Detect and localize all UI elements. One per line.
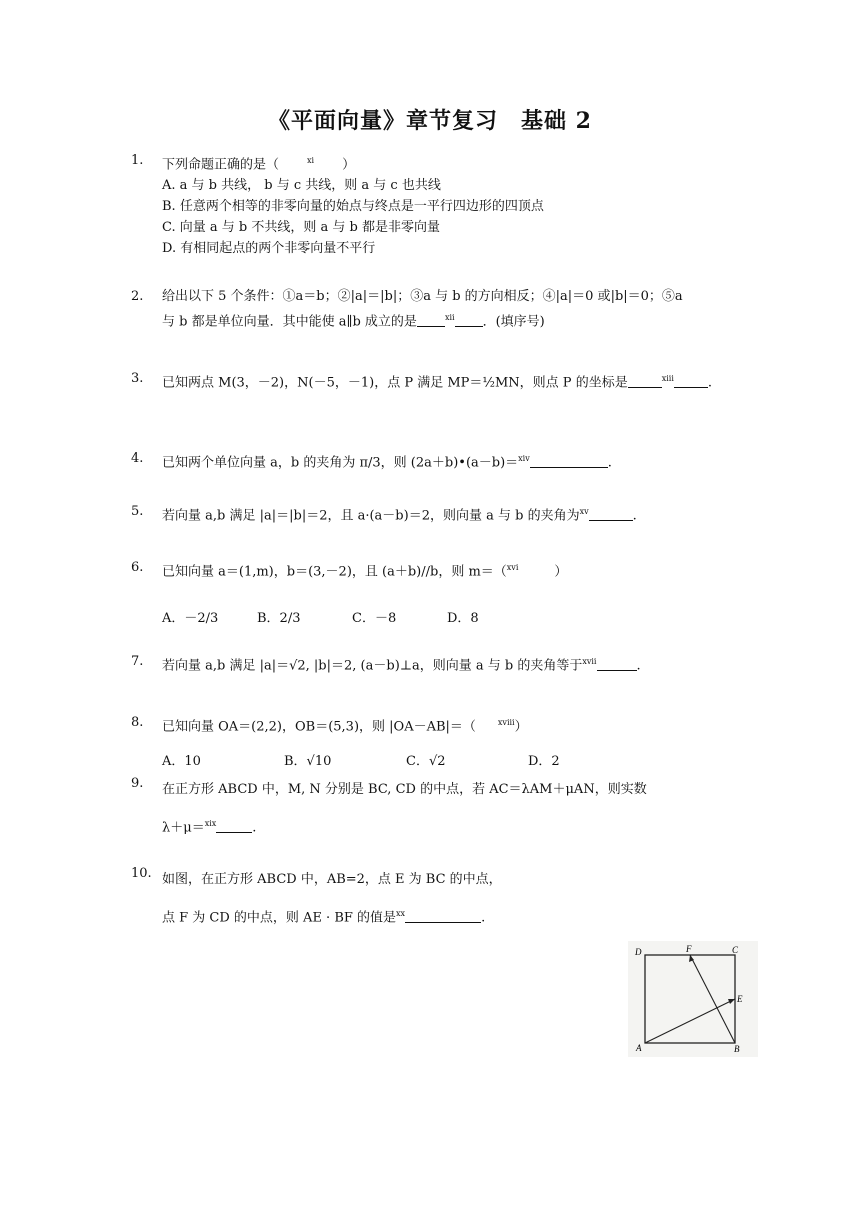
square-abcd [645, 955, 735, 1043]
endnote-mark: xviii [497, 718, 515, 727]
question-line: 在正方形 ABCD 中，M, N 分别是 BC, CD 的中点，若 AC＝λAM＋μAN，则实数 [162, 782, 647, 797]
question-10 [131, 863, 771, 935]
choice-d: D．2 [528, 754, 560, 770]
option-b: B. 任意两个相等的非零向量的始点与终点是一平行四边形的四顶点 [162, 199, 544, 215]
endnote-mark: xvi [506, 563, 519, 572]
endnote-mark: xvii [582, 657, 597, 666]
question-line: λ＋μ＝ [162, 820, 205, 836]
label-e: E [737, 994, 743, 1004]
question-text: 若向量 a,b 满足 |a|＝|b|＝2，且 a·(a－b)＝2，则向量 a 与 b 的夹角为 [162, 508, 580, 524]
question-number: 9. [131, 776, 144, 791]
label-b: B [734, 1044, 740, 1054]
question-stem-end: ） [342, 157, 356, 173]
question-3 [131, 368, 771, 393]
square-diagram [628, 941, 758, 1057]
endnote-mark: xi [307, 156, 315, 165]
question-text-end: . [636, 658, 641, 674]
endnote-mark: xii [444, 313, 455, 322]
label-c: C [732, 945, 739, 955]
endnote-mark: xiv [518, 454, 530, 463]
question-8 [131, 712, 771, 772]
question-line: 如图，在正方形 ABCD 中，AB=2，点 E 为 BC 的中点， [162, 872, 502, 887]
vector-ae [645, 999, 735, 1043]
endnote-mark: xx [396, 909, 406, 918]
label-d: D [635, 947, 642, 957]
choice-a: A．10 [162, 754, 201, 770]
label-a: A [636, 1043, 642, 1053]
page-title: 《平面向量》章节复习 基础 2 [268, 108, 592, 134]
question-text: 若向量 a,b 满足 |a|＝√2, |b|＝2, (a－b)⊥a，则向量 a 与 b 的夹角等于 [162, 658, 583, 674]
question-text: 已知两个单位向量 a，b 的夹角为 π/3，则 (2a＋b)•(a－b)＝ [162, 455, 519, 471]
question-7 [131, 651, 771, 676]
endnote-mark: xv [579, 507, 589, 516]
question-number: 10. [131, 866, 152, 881]
question-text-end: ） [554, 564, 568, 580]
question-2 [131, 286, 771, 332]
question-9 [131, 773, 771, 845]
question-number: 2. [131, 289, 144, 304]
question-6 [131, 557, 771, 629]
question-text-end: . [632, 508, 637, 524]
option-d: D. 有相同起点的两个非零向量不平行 [162, 241, 376, 257]
question-line-end: ．(填序号) [482, 314, 545, 330]
endnote-mark: xiii [661, 374, 674, 383]
choice-c: C．－8 [352, 611, 397, 627]
question-line-end: . [481, 910, 486, 926]
question-text: 已知两点 M(3，－2)，N(－5，－1)，点 P 满足 MP＝½MN，则点 P 的坐标是 [162, 375, 628, 391]
question-line-end: . [252, 820, 257, 836]
question-text-end: . [607, 455, 612, 471]
choice-b: B．2/3 [257, 611, 301, 627]
question-line: 点 F 为 CD 的中点，则 AE · BF 的值是 [162, 910, 397, 926]
question-number: 8. [131, 715, 144, 730]
question-number: 5. [131, 504, 144, 519]
question-text: 已知向量 a＝(1,m)，b＝(3,－2)，且 (a＋b)//b，则 m＝（ [162, 564, 507, 580]
option-a: A. a 与 b 共线， b 与 c 共线，则 a 与 c 也共线 [162, 178, 441, 194]
option-c: C. 向量 a 与 b 不共线，则 a 与 b 都是非零向量 [162, 220, 440, 236]
choice-d: D．8 [447, 611, 479, 627]
choice-b: B．√10 [284, 754, 332, 770]
question-number: 6. [131, 560, 144, 575]
choice-c: C．√2 [406, 754, 446, 770]
question-number: 4. [131, 451, 144, 466]
question-1 [131, 150, 771, 259]
question-number: 3. [131, 371, 144, 386]
question-number: 7. [131, 654, 144, 669]
question-text: 已知向量 OA＝(2,2)，OB＝(5,3)，则 |OA－AB|＝（ [162, 719, 476, 735]
question-line: 给出以下 5 个条件：①a＝b；②|a|＝|b|；③a 与 b 的方向相反；④|a|＝0 或|b|＝0；⑤a [162, 289, 683, 304]
question-5 [131, 501, 771, 526]
question-4 [131, 448, 771, 473]
question-text-end: ） [514, 719, 528, 735]
question-stem: 下列命题正确的是（ [162, 157, 280, 173]
question-line: 与 b 都是单位向量．其中能使 a∥b 成立的是 [162, 314, 417, 330]
label-f: F [686, 944, 692, 954]
square-figure [628, 941, 758, 1057]
question-number: 1. [131, 153, 144, 168]
question-text-end: . [707, 375, 713, 391]
choice-a: A．－2/3 [162, 611, 219, 627]
arrow-head-e [728, 999, 735, 1004]
endnote-mark: xix [204, 819, 217, 828]
